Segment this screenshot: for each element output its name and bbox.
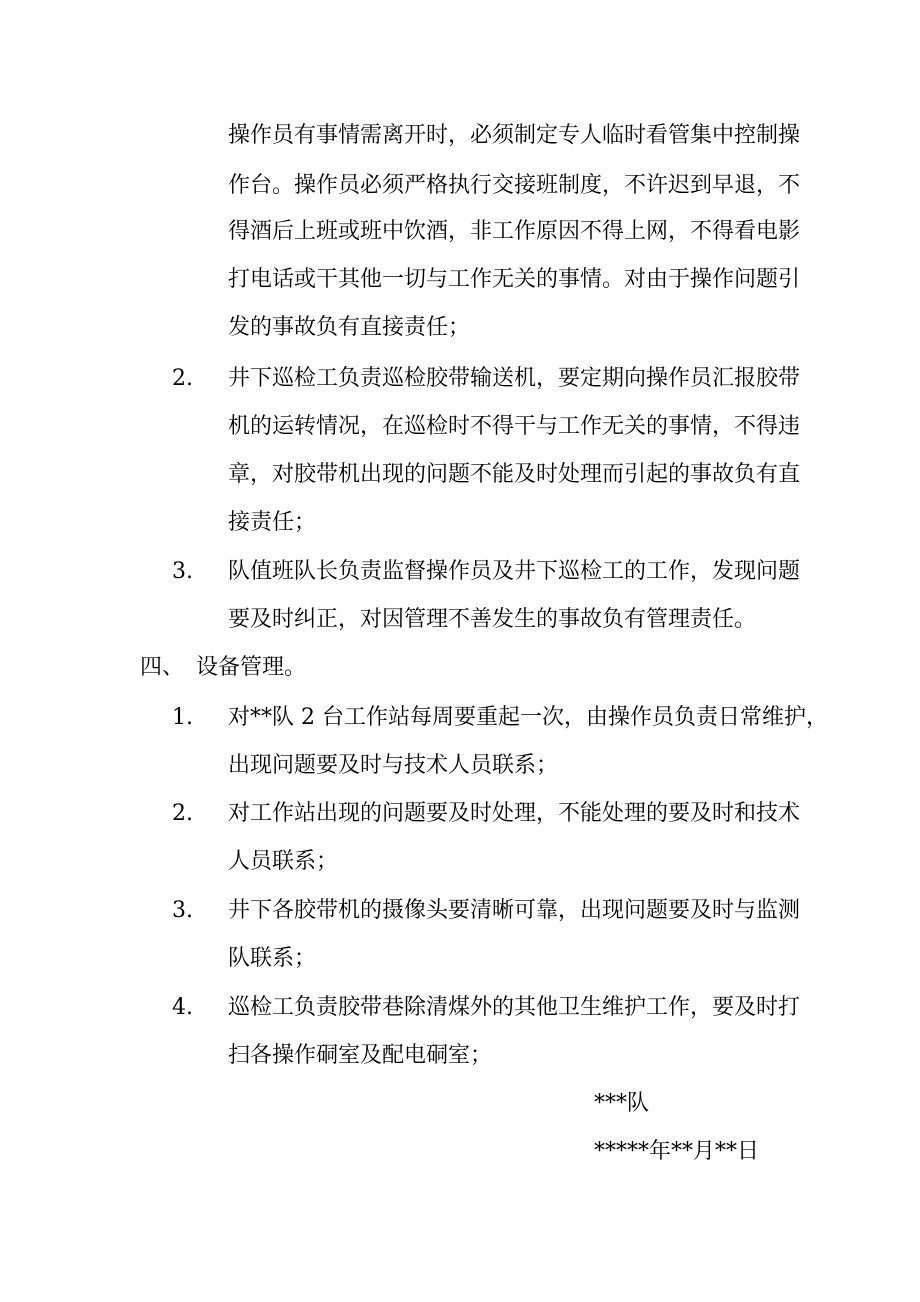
text-line: 打电话或干其他一切与工作无关的事情。对由于操作问题引 [228,267,801,292]
text-line: 人员联系； [228,849,339,874]
text-line: 对工作站出现的问题要及时处理，不能处理的要及时和技术 [228,801,801,826]
text-line: 章，对胶带机出现的问题不能及时处理而引起的事故负有直 [228,462,801,487]
signature-team: ***队 [594,1091,650,1116]
list-number: 2. [172,801,193,826]
text-line: 扫各操作硐室及配电硐室； [228,1043,493,1068]
list-number: 3. [172,898,193,923]
signature-date: *****年**月**日 [594,1139,760,1164]
list-number: 4. [172,995,193,1020]
text-line: 接责任； [228,510,317,535]
list-number: 2. [172,366,193,391]
text-line: 要及时纠正，对因管理不善发生的事故负有管理责任。 [228,607,757,632]
text-line: 操作员有事情需离开时，必须制定专人临时看管集中控制操 [228,123,801,148]
text-line: 机的运转情况，在巡检时不得干与工作无关的事情，不得违 [228,414,801,439]
list-number: 1. [172,705,193,730]
text-line: 得酒后上班或班中饮酒，非工作原因不得上网，不得看电影 [228,219,801,244]
section-number: 四、 [140,655,185,680]
text-line: 对**队 2 台工作站每周要重起一次，由操作员负责日常维护， [228,705,828,730]
text-line: 井下巡检工负责巡检胶带输送机，要定期向操作员汇报胶带 [228,366,801,391]
text-line: 井下各胶带机的摄像头要清晰可靠，出现问题要及时与监测 [228,898,801,923]
text-line: 巡检工负责胶带巷除清煤外的其他卫生维护工作，要及时打 [228,995,801,1020]
list-number: 3. [172,559,193,584]
text-line: 队联系； [228,946,317,971]
section-title: 设备管理。 [196,655,307,680]
text-line: 作台。操作员必须严格执行交接班制度，不许迟到早退，不 [228,173,801,198]
text-line: 发的事故负有直接责任； [228,315,471,340]
text-line: 队值班队长负责监督操作员及井下巡检工的工作，发现问题 [228,559,801,584]
text-line: 出现问题要及时与技术人员联系； [228,753,559,778]
